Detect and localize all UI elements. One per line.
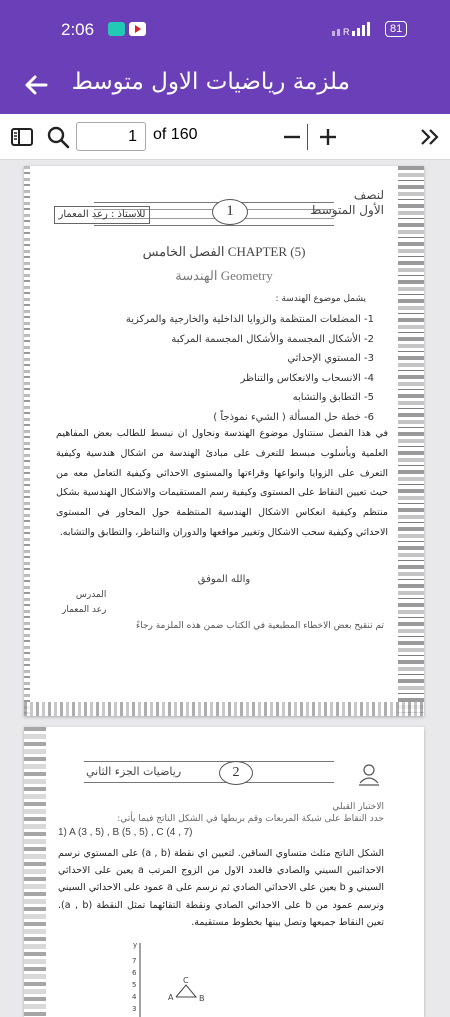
battery-indicator: 81 (385, 21, 407, 37)
page-number-badge: 2 (219, 761, 253, 785)
points-line: 1) A (3 , 5) , B (5 , 5) , C (4 , 7) (58, 827, 193, 838)
more-chevron-icon[interactable] (416, 123, 444, 151)
signal-icon (332, 22, 378, 36)
toolbar-divider (307, 124, 308, 150)
emblem-icon (356, 761, 382, 787)
status-time: 2:06 (61, 20, 95, 39)
scan-edge (24, 702, 424, 716)
intro-paragraph: في هذا الفصل سنتناول موضوع الهندسة ونحاول ان نبسط للطالب بعض المفاهيم العلمية وبأسلوب مبسط للتعرف على مبادئ الهندسة من اشكال هندسية وكيفية التعرف على الزوايا وانواعها وقراءتها والمستوى الاحداثي وكيفية التعامل معه من حيث تعيين النقاط على المستوى وكيفية رسم المستقيمات والاشكال الهندسية بشكل منتظم وكيفية انعكاس الاشكال الهندسية المنتظمة حول المحاور في المستوى الاحداثي وكيفية سحب الاشكال وتغيير مواقعها والدوران والتناظر، والتطابق والتشابه. (56, 428, 388, 538)
topics-intro: يشمل موضوع الهندسة : (275, 294, 366, 304)
signature-line: المدرس (75, 590, 107, 600)
explanation-paragraph: الشكل الناتج مثلث متساوي الساقين. لتعيين اي نقطة (a , b) على المستوي نرسم الاحداثيين السيني والصادي فالعدد الاول من الزوج المرتب a يعين على الاحداثي السيني و b يعين على الاحداثي الصادي ثم نرسم على a عمود على الاحداثي السيني ونرسم عمود من b على الاحداثي الصادي ونقطة التقائهما تمثل النقطة (a , b). تعين النقاط جميعها وتصل بينها بخطوط مستقيمة. (58, 848, 384, 928)
grade-line: لنصف (353, 188, 384, 202)
topic-item: 1- المضلعات المنتظمة والزوايا الداخلية والخارجية والمركزية (125, 314, 374, 325)
topic-item: 6- خطة حل المسألة ( الشيء نموذجاً ) (213, 411, 374, 423)
signature (62, 588, 106, 618)
author-box: للاستاذ : رعد المعمار (54, 206, 150, 224)
grade-line: الأول المتوسط (310, 203, 384, 217)
chapter-subtitle: Geometry الهندسة (175, 268, 273, 283)
topic-item: 4- الانسحاب والانعكاس والتناظر (240, 372, 374, 384)
topic-item: 2- الأشكال المجسمة والأشكال المجسمة المركبة (171, 333, 374, 345)
pretest-line: الاختبار القبلي (332, 802, 384, 812)
page-title: رياضيات الجزء الثاني (86, 765, 182, 778)
point-label: B (199, 994, 205, 1003)
errata-note: تم تنقيح بعض الاخطاء المطبعية في الكتاب ضمن هذه الملزمة رجاءً (135, 621, 384, 631)
topics-list (126, 310, 374, 427)
pretest-heading (117, 801, 384, 825)
youtube-icon (129, 22, 146, 36)
tick-label: 5 (132, 981, 137, 989)
status-bar (0, 0, 450, 58)
pdf-page-2[interactable] (24, 727, 424, 1017)
tick-label: 4 (132, 993, 137, 1001)
topic-item: 3- المستوي الإحداثي (287, 353, 374, 364)
svg-text:R: R (343, 27, 350, 36)
coordinate-graph (120, 939, 220, 1017)
tick-label: 6 (132, 969, 137, 977)
zoom-out-icon[interactable] (278, 123, 306, 151)
pretest-line: حدد النقاط على شبكة المربعات وقم بربطها في الشكل الناتج فيما يأتي: (117, 814, 384, 824)
point-label: C (183, 976, 189, 985)
notification-app-icon (108, 22, 125, 36)
back-arrow-icon[interactable] (20, 69, 52, 101)
scan-edge (24, 727, 46, 1017)
tick-label: 3 (132, 1005, 137, 1013)
page-number-input[interactable]: 1 (76, 122, 146, 151)
pdf-page-1[interactable] (24, 166, 424, 716)
topic-item: 5- التطابق والتشابه (292, 392, 374, 403)
tick-label: 7 (132, 957, 137, 965)
app-bar (0, 58, 450, 114)
document-title: ملزمة رياضيات الاول متوسط (71, 69, 350, 95)
axis-label: y (133, 941, 138, 949)
grade-label (310, 188, 384, 218)
point-label: A (168, 993, 174, 1002)
closing-line: والله الموفق (197, 574, 251, 585)
sidebar-toggle-icon[interactable] (8, 123, 36, 151)
page-number-badge: 1 (212, 199, 248, 225)
pdf-toolbar (0, 114, 450, 160)
chapter-heading: CHAPTER (5) الفصل الخامس (142, 244, 306, 259)
zoom-in-icon[interactable] (314, 123, 342, 151)
page-count-label: of 160 (153, 126, 198, 143)
signature-line: رعد المعمار (62, 605, 107, 615)
search-icon[interactable] (44, 123, 72, 151)
